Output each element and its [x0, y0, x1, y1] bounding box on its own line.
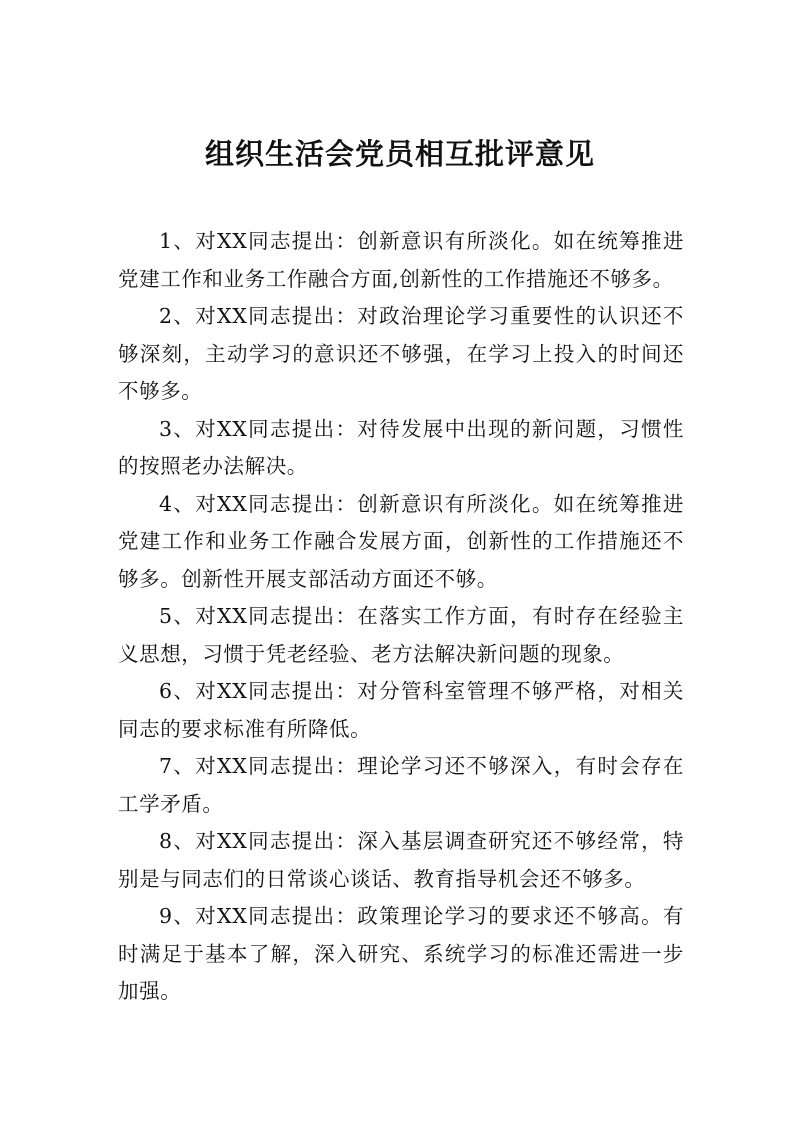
paragraph-item: 5、对XX同志提出：在落实工作方面，有时存在经验主义思想，习惯于凭老经验、老方法解决新问题的现象。 — [118, 604, 684, 666]
paragraph-item: 8、对XX同志提出：深入基层调查研究还不够经常，特别是与同志们的日常谈心谈话、教育指导机会还不够多。 — [118, 829, 684, 891]
paragraph-item: 1、对XX同志提出：创新意识有所淡化。如在统筹推进党建工作和业务工作融合方面,创新性的工作措施还不够多。 — [118, 229, 684, 291]
paragraph-item: 2、对XX同志提出：对政治理论学习重要性的认识还不够深刻，主动学习的意识还不够强，在学习上投入的时间还不够多。 — [118, 304, 684, 403]
paragraph-item: 3、对XX同志提出：对待发展中出现的新问题，习惯性的按照老办法解决。 — [118, 416, 684, 478]
paragraph-item: 7、对XX同志提出：理论学习还不够深入，有时会存在工学矛盾。 — [118, 754, 684, 816]
document-title: 组织生活会党员相互批评意见 — [204, 137, 595, 171]
paragraph-item: 9、对XX同志提出：政策理论学习的要求还不够高。有时满足于基本了解，深入研究、系统学习的标准还需进一步加强。 — [118, 904, 684, 1003]
paragraph-item: 6、对XX同志提出：对分管科室管理不够严格，对相关同志的要求标准有所降低。 — [118, 679, 684, 741]
paragraph-item: 4、对XX同志提出：创新意识有所淡化。如在统筹推进党建工作和业务工作融合发展方面，创新性的工作措施还不够多。创新性开展支部活动方面还不够。 — [118, 491, 684, 591]
document-body — [118, 223, 684, 1011]
